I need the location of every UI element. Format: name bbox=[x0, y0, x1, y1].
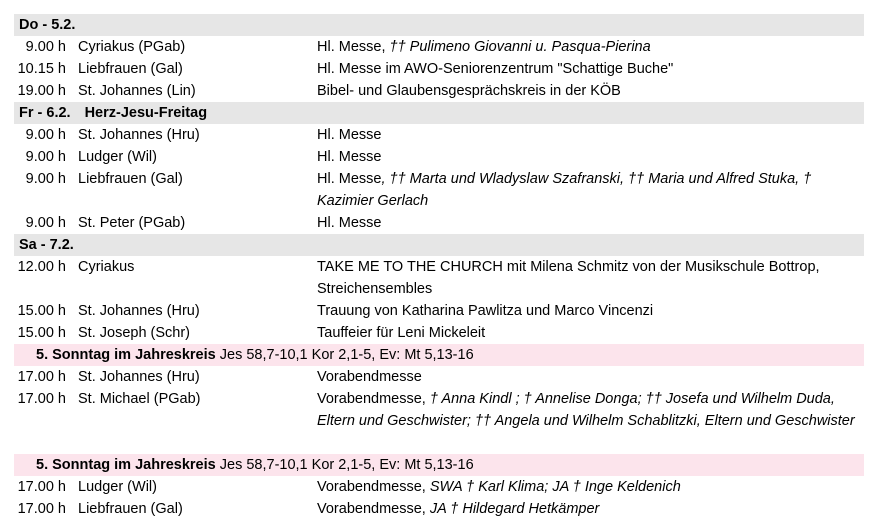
schedule-entry bbox=[14, 388, 864, 454]
day-header bbox=[14, 102, 864, 124]
entry-time: 10.15 h bbox=[17, 61, 66, 77]
entry-description bbox=[317, 168, 862, 212]
entry-description bbox=[317, 36, 862, 58]
entry-text: Vorabendmesse bbox=[317, 369, 422, 385]
entry-time: 9.00 h bbox=[25, 149, 66, 165]
entry-time: 19.00 h bbox=[17, 83, 66, 99]
schedule-entry bbox=[14, 146, 864, 168]
entry-description bbox=[317, 58, 862, 80]
entry-description bbox=[317, 388, 862, 432]
entry-intentions: SWA † Karl Klima; JA † Inge Keldenich bbox=[429, 479, 681, 495]
schedule-entry bbox=[14, 476, 864, 498]
day-label: Fr - 6.2. bbox=[19, 105, 71, 121]
schedule-entry bbox=[14, 322, 864, 344]
day-header bbox=[14, 234, 864, 256]
entry-description bbox=[317, 146, 862, 168]
entry-description bbox=[317, 322, 862, 344]
entry-location: St. Johannes (Hru) bbox=[78, 303, 200, 319]
sunday-title: 5. Sonntag im Jahreskreis bbox=[36, 457, 216, 473]
entry-description bbox=[317, 366, 862, 388]
entry-description bbox=[317, 256, 862, 300]
entry-location: St. Peter (PGab) bbox=[78, 215, 186, 231]
entry-location: St. Johannes (Hru) bbox=[78, 369, 200, 385]
sunday-title: 5. Sonntag im Jahreskreis bbox=[36, 347, 216, 363]
entry-description bbox=[317, 124, 862, 146]
entry-description bbox=[317, 498, 862, 520]
entry-text: TAKE ME TO THE CHURCH mit Milena Schmitz von der Musikschule Bottrop, Streichensembles bbox=[317, 259, 820, 297]
entry-time: 15.00 h bbox=[17, 303, 66, 319]
entry-location: Cyriakus (PGab) bbox=[78, 39, 186, 55]
entry-intentions: †† Pulimeno Giovanni u. Pasqua-Pierina bbox=[389, 39, 651, 55]
entry-text: Bibel- und Glaubensgesprächskreis in der KÖB bbox=[317, 83, 621, 99]
day-header bbox=[14, 14, 864, 36]
schedule-entry bbox=[14, 212, 864, 234]
schedule-entry bbox=[14, 366, 864, 388]
entry-time: 17.00 h bbox=[17, 369, 66, 385]
entry-location: Liebfrauen (Gal) bbox=[78, 501, 183, 517]
entry-text: Hl. Messe, bbox=[317, 39, 390, 55]
entry-text: Tauffeier für Leni Mickeleit bbox=[317, 325, 486, 341]
entry-text: Hl. Messe bbox=[317, 215, 382, 231]
day-label: Sa - 7.2. bbox=[19, 237, 74, 253]
entry-time: 9.00 h bbox=[25, 39, 66, 55]
entry-text: Trauung von Katharina Pawlitza und Marco Vincenzi bbox=[317, 303, 654, 319]
entry-time: 9.00 h bbox=[25, 127, 66, 143]
entry-description bbox=[317, 80, 862, 102]
schedule-entry bbox=[14, 256, 864, 300]
schedule-table bbox=[14, 14, 864, 520]
sunday-header bbox=[14, 344, 864, 366]
schedule-entry bbox=[14, 36, 864, 58]
entry-location: Ludger (Wil) bbox=[78, 479, 157, 495]
entry-time: 17.00 h bbox=[17, 479, 66, 495]
entry-time: 9.00 h bbox=[25, 171, 66, 187]
entry-description bbox=[317, 212, 862, 234]
sunday-readings: Jes 58,7-10,1 Kor 2,1-5, Ev: Mt 5,13-16 bbox=[219, 457, 474, 473]
day-extra: Herz-Jesu-Freitag bbox=[84, 105, 208, 121]
schedule-entry bbox=[14, 80, 864, 102]
entry-intentions: † Anna Kindl ; † Annelise Donga; †† Josefa und Wilhelm Duda, Eltern und Geschwister; †† Angela und Wilhelm Schablitzki, Eltern und Geschwister bbox=[317, 391, 855, 429]
entry-location: St. Joseph (Schr) bbox=[78, 325, 191, 341]
entry-text: Hl. Messe bbox=[317, 171, 382, 187]
entry-location: Cyriakus bbox=[78, 259, 135, 275]
day-label: Do - 5.2. bbox=[19, 17, 76, 33]
schedule-entry bbox=[14, 168, 864, 212]
entry-intentions: JA † Hildegard Hetkämper bbox=[429, 501, 600, 517]
entry-location: St. Johannes (Hru) bbox=[78, 127, 200, 143]
entry-text: Hl. Messe im AWO-Seniorenzentrum "Schattige Buche" bbox=[317, 61, 674, 77]
schedule-entry bbox=[14, 124, 864, 146]
entry-text: Vorabendmesse, bbox=[317, 391, 430, 407]
schedule-entry bbox=[14, 58, 864, 80]
entry-text: Vorabendmesse, bbox=[317, 479, 430, 495]
sunday-header bbox=[14, 454, 864, 476]
entry-text: Hl. Messe bbox=[317, 149, 382, 165]
entry-location: Liebfrauen (Gal) bbox=[78, 61, 183, 77]
entry-time: 15.00 h bbox=[17, 325, 66, 341]
entry-location: Liebfrauen (Gal) bbox=[78, 171, 183, 187]
entry-intentions: , †† Marta und Wladyslaw Szafranski, †† Maria und Alfred Stuka, † Kazimier Gerlach bbox=[317, 171, 812, 209]
schedule-entry bbox=[14, 300, 864, 322]
schedule-entry bbox=[14, 498, 864, 520]
entry-text: Vorabendmesse, bbox=[317, 501, 430, 517]
entry-time: 9.00 h bbox=[25, 215, 66, 231]
entry-location: St. Michael (PGab) bbox=[78, 391, 201, 407]
entry-location: St. Johannes (Lin) bbox=[78, 83, 196, 99]
entry-description bbox=[317, 476, 862, 498]
entry-description bbox=[317, 300, 862, 322]
entry-time: 17.00 h bbox=[17, 391, 66, 407]
entry-text: Hl. Messe bbox=[317, 127, 382, 143]
entry-time: 12.00 h bbox=[17, 259, 66, 275]
entry-time: 17.00 h bbox=[17, 501, 66, 517]
entry-location: Ludger (Wil) bbox=[78, 149, 157, 165]
sunday-readings: Jes 58,7-10,1 Kor 2,1-5, Ev: Mt 5,13-16 bbox=[219, 347, 474, 363]
